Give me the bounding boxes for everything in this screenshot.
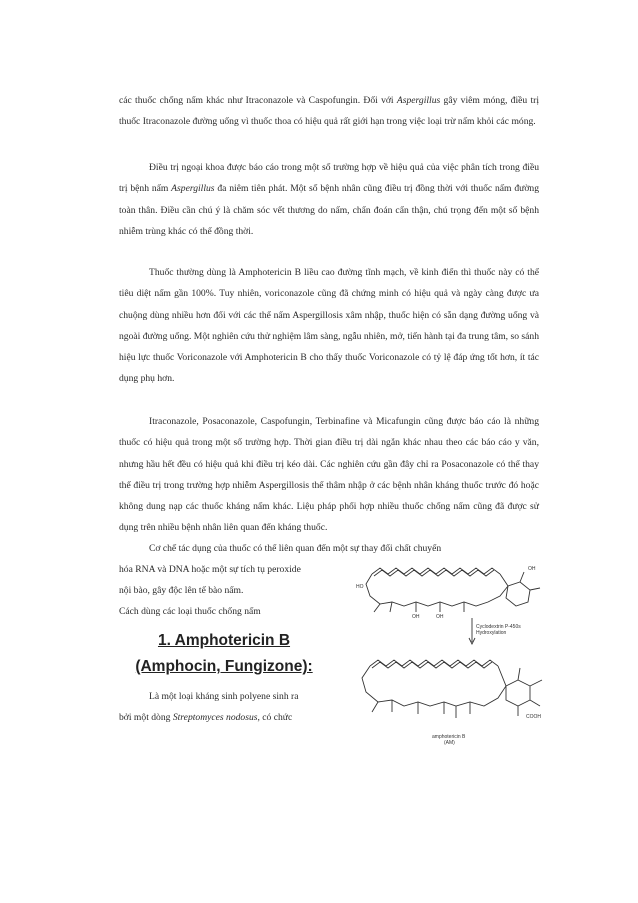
paragraph-1-italic: Aspergillus bbox=[396, 95, 441, 106]
paragraph-7-text-a: bởi một dòng bbox=[119, 712, 173, 723]
section-heading-line-2: (Amphocin, Fungizone): bbox=[135, 658, 313, 675]
figure-label-oh-2: OH bbox=[436, 614, 444, 620]
paragraph-7-line-1: Là một loại kháng sinh polyene sinh ra bbox=[149, 691, 299, 702]
amphotericin-structure-figure bbox=[352, 556, 552, 766]
paragraph-7-text-b: , có chức bbox=[257, 712, 293, 723]
figure-caption-bottom-1: amphotericin B bbox=[432, 734, 466, 740]
figure-label-oh-top: OH bbox=[528, 566, 536, 572]
paragraph-2-text-b: đa niêm tiên phát. Một số bệnh nhân cũng điều trị đồng thời với thuốc nấm đường toàn thân. Điều cần chú ý là chăm sóc vết thương do nấm, chẩn đoán cẩn thận, chú trọng đến một số bệnh nhiễm trùng khác có thể đồng thời. bbox=[119, 183, 540, 237]
figure-label-ho: HO bbox=[356, 584, 364, 590]
paragraph-7-italic: Streptomyces nodosus bbox=[172, 712, 258, 723]
figure-caption-top-1: Cyclodextrin P-450s bbox=[476, 624, 521, 630]
paragraph-1-text-a: các thuốc chống nấm khác như Itraconazole và Caspofungin. Đối với bbox=[119, 95, 397, 106]
section-heading-line-1: 1. Amphotericin B bbox=[157, 632, 291, 649]
paragraph-2-italic: Aspergillus bbox=[171, 183, 215, 195]
figure-caption-top-2: Hydroxylation bbox=[476, 630, 507, 636]
paragraph-1 bbox=[119, 90, 539, 133]
paragraph-5-line-3: nội bào, gây độc lên tế bào nấm. bbox=[119, 585, 244, 596]
figure-label-oh-1: OH bbox=[412, 614, 420, 620]
paragraph-1-text-b: gây viêm móng, điều trị thuốc Itraconazole đường uống vì thuốc thoa có hiệu quả rất giới hạn trong việc loại trừ nấm khỏi các móng. bbox=[119, 95, 539, 128]
paragraph-6: Cách dùng các loại thuốc chống nấm bbox=[119, 606, 261, 617]
paragraph-2-text-a: Điều trị ngoại khoa được báo cáo trong một số trường hợp về hiệu quả của việc phân tích trong điều trị bệnh nấm bbox=[119, 162, 539, 195]
paragraph-2 bbox=[119, 157, 539, 242]
paragraph-5-line-1: Cơ chế tác dụng của thuốc có thể liên quan đến một sự thay đổi chất chuyển bbox=[149, 543, 442, 554]
paragraph-7-line-2 bbox=[119, 707, 369, 728]
paragraph-3: Thuốc thường dùng là Amphotericin B liều cao đường tĩnh mạch, về kinh điển thì thuốc này có thể tiêu diệt nấm gần 100%. Tuy nhiên, voriconazole cũng đã chứng minh có hiệu quả và ngày càng được ưa chuộng dùng nhiều hơn đối với các thể nấm Aspergillosis xâm nhập, thuốc hiện có sẵn dạng đường uống và ngoài đường uống. Một nghiên cứu thử nghiệm lâm sàng, ngẫu nhiên, mở, tiến hành tại đa trung tâm, so sánh hiệu lực thuốc Voriconazole với Amphotericin B cho thấy thuốc Voriconazole có tỷ lệ đáp ứng tốt hơn, ít tác dụng phụ hơn. bbox=[119, 267, 539, 385]
figure-caption-bottom-2: (AM) bbox=[444, 740, 455, 746]
paragraph-5-line-2: hóa RNA và DNA hoặc một sự tích tụ peroxide bbox=[119, 564, 301, 575]
figure-label-cooh: COOH bbox=[526, 714, 541, 720]
paragraph-4: Itraconazole, Posaconazole, Caspofungin, Terbinafine và Micafungin cũng được báo cáo là những thuốc có hiệu quả trong một số trường hợp. Thời gian điều trị dài ngắn khác nhau theo các báo cáo y văn, nhưng hầu hết đều có hiệu quả khi điều trị kéo dài. Các nghiên cứu gần đây chỉ ra Posaconazole có thể thay thế điều trị trong trường hợp nhiễm Aspergillosis thể thâm nhập ở các bệnh nhân kháng thuốc trước đó hoặc không dung nạp các thuốc kháng nấm khác. Liệu pháp phối hợp nhiều thuốc chống nấm cũng đã được sử dụng trên nhiều bệnh nhân liên quan đến kháng thuốc. bbox=[119, 416, 539, 534]
